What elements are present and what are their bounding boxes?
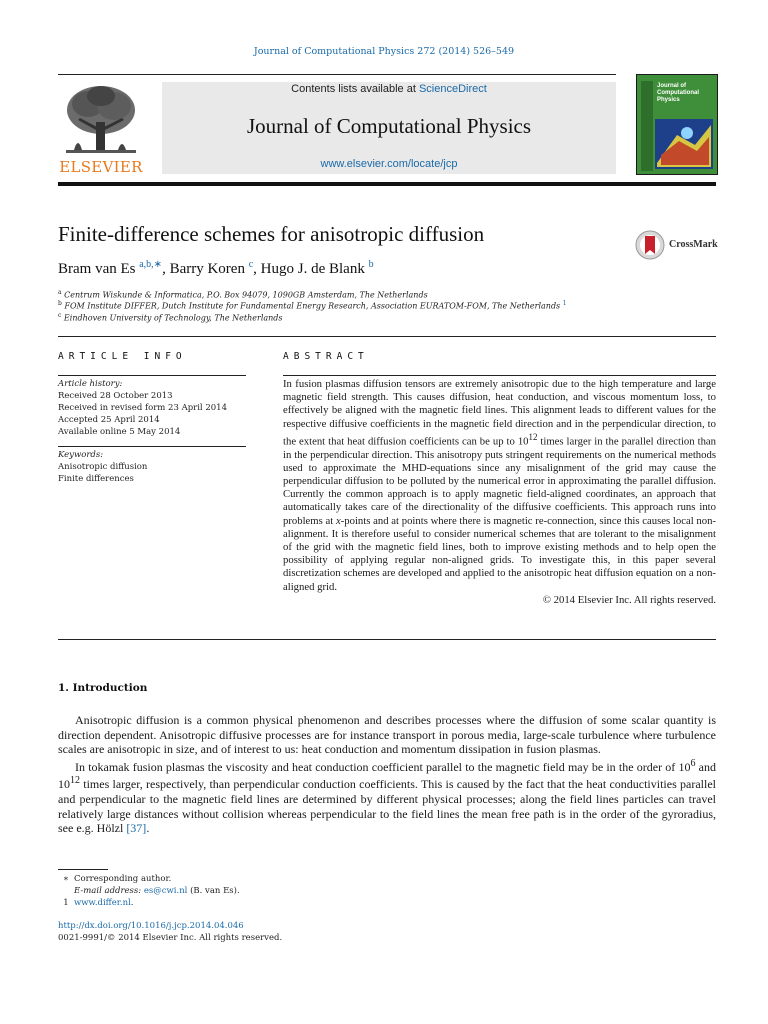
intro-segment: . [146,821,150,836]
affiliation-c [58,312,283,323]
journal-cover-thumbnail[interactable] [636,74,718,175]
author-separator: , [162,261,170,277]
journal-homepage-link[interactable]: www.elsevier.com/locate/jcp [320,158,458,170]
footnote-link[interactable]: 1 [562,300,567,307]
affiliation-mark: b [58,300,62,307]
intro-paragraph: Anisotropic diffusion is a common physical phenomenon and describes processes where the diffusion of some scalar quantity is direction dependent. Anisotropic diffusive processes are for instance transport in porous media, large-scale turbulence where turbulence scales are anisotropic in size, and of interest to us: heat conduction and momentum dissipation in fusion plasmas. [58,713,716,757]
affiliation-text: FOM Institute DIFFER, Dutch Institute for Fundamental Energy Research, Association EURATOM-FOM, The Netherlands [64,301,561,311]
affiliation-text: Eindhoven University of Technology, The Netherlands [63,313,283,323]
intro-segment: times larger, respectively, than perpendicular conduction coefficients. This is caused by the fact that the heat conductivities parallel and perpendicular to the magnetic field lines are determined by different physical processes; along the field lines particles can travel relatively large distances without collision whereas perpendicular to the field lines the mean free path is in the order of the gyroradius, see e.g. Hölzl [58,777,716,836]
author-affiliation-link[interactable]: b [368,259,374,270]
abstract-copyright: © 2014 Elsevier Inc. All rights reserved. [542,593,716,606]
footnote-text: Corresponding author. [74,874,172,884]
differ-link[interactable]: www.differ.nl [74,898,131,908]
keywords-rule [58,446,246,447]
affiliation-mark: c [58,312,62,319]
section-rule [58,336,716,337]
section-heading: 1. Introduction [58,682,148,694]
sciencedirect-link[interactable]: ScienceDirect [418,83,487,95]
author-list [58,259,374,278]
header-rule [58,74,616,75]
introduction-body [58,713,716,836]
intro-segment: In tokamak fusion plasmas the viscosity and heat conduction coefficient parallel to the magnetic field may be in the order of 10 [75,759,691,774]
email-label: E-mail address: [74,886,142,896]
journal-reference-link[interactable]: Journal of Computational Physics 272 (2014) 526–549 [253,46,515,57]
journal-masthead [162,82,616,174]
footnote-mark: ∗ [63,874,69,884]
elsevier-wordmark: ELSEVIER [59,158,143,176]
header-thick-rule [58,182,716,186]
history-item: Received in revised form 23 April 2014 [58,403,227,413]
history-item: Available online 5 May 2014 [58,427,181,437]
article-title: Finite-difference schemes for anisotropic diffusion [58,222,485,246]
doi-link[interactable]: http://dx.doi.org/10.1016/j.jcp.2014.04.046 [58,921,244,931]
abstract-text [283,378,716,607]
email-owner: (B. van Es). [187,886,240,896]
keyword: Anisotropic diffusion [58,462,148,472]
keyword: Finite differences [58,474,134,484]
affiliation-mark: a [58,289,62,296]
author-affiliation-link[interactable]: c [248,259,254,270]
cover-title: Journal of Computational Physics [657,83,699,103]
footnote-email [58,886,240,896]
history-label: Article history: [58,379,123,389]
abstract-rule [283,375,716,376]
abstract-paragraph [283,378,716,594]
abstract-exponent: 12 [528,431,538,442]
intro-exponent: 12 [70,775,80,787]
abstract-heading: ABSTRACT [283,351,369,362]
abstract-segment: -points and at points where there is magnetic re-connection, since this causes local non-alignment. It is therefore useful to consider numerical schemes that are tolerant to the misalignment of the grid with the magnetic field lines, both to improve existing methods and to help open the possibility of applying regular non-aligned grids. To investigate this, in this paper several discretization schemes are developed and applied to the anisotropic heat diffusion equation on a non-aligned grid. [283,514,716,593]
author-separator: , [253,261,261,277]
contents-line [162,83,616,95]
abstract-italic: x [335,514,341,527]
journal-name: Journal of Computational Physics [246,114,532,138]
affiliation-a [58,289,428,300]
history-item: Received 28 October 2013 [58,391,173,401]
intro-segment: and 10 [58,759,716,792]
article-info-rule [58,375,246,376]
abstract-segment: times larger in the parallel direction than in the perpendicular direction. This anisotropy puts stringent requirements on the numerical methods used to approximate the MHD-equations since any misalignment of the grid may cause the perpendicular diffusion to be polluted by the numerical error in approximating the parallel diffusion. Currently the common approach is to apply magnetic field-aligned coordinates, an approach that automatically takes care of the directionality of the diffusive coefficients. This approach runs into problems at [283,435,716,527]
intro-exponent: 6 [690,757,696,769]
issn-line: 0021-9991/© 2014 Elsevier Inc. All rights reserved. [58,933,283,943]
footnote-end: . [130,898,134,908]
abstract-segment: In fusion plasmas diffusion tensors are extremely anisotropic due to the high temperature and large magnetic field strength. This causes diffusion, heat conduction, and viscous momentum loss, to effectively be aligned with the magnetic field lines. This alignment leads to different values for the respective diffusive coefficients in the magnetic field direction and in the perpendicular direction, to the extent that heat diffusion coefficients can be up to 10 [283,378,716,448]
history-item: Accepted 25 April 2014 [58,415,160,425]
abstract-end-rule [58,639,716,640]
author-name: Barry Koren [169,261,245,277]
crossmark-label[interactable]: CrossMark [669,239,718,250]
contents-prefix: Contents lists available at [291,83,419,95]
citation-link[interactable]: [37] [126,821,147,836]
article-info-heading: ARTICLE INFO [58,351,187,362]
intro-paragraph [58,757,716,836]
footnote-mark: 1 [63,898,69,908]
footnote-1 [58,898,133,908]
author-name: Bram van Es [58,261,136,277]
footnote-rule [58,869,108,870]
affiliation-b [58,300,567,311]
footnote-corresponding [58,874,171,884]
keywords-label: Keywords: [58,450,104,460]
affiliation-text: Centrum Wiskunde & Informatica, P.O. Box 94079, 1090GB Amsterdam, The Netherlands [64,290,428,300]
email-link[interactable]: es@cwi.nl [143,886,188,896]
author-affiliation-link[interactable]: a,b,∗ [139,259,163,270]
author-name: Hugo J. de Blank [260,261,365,277]
